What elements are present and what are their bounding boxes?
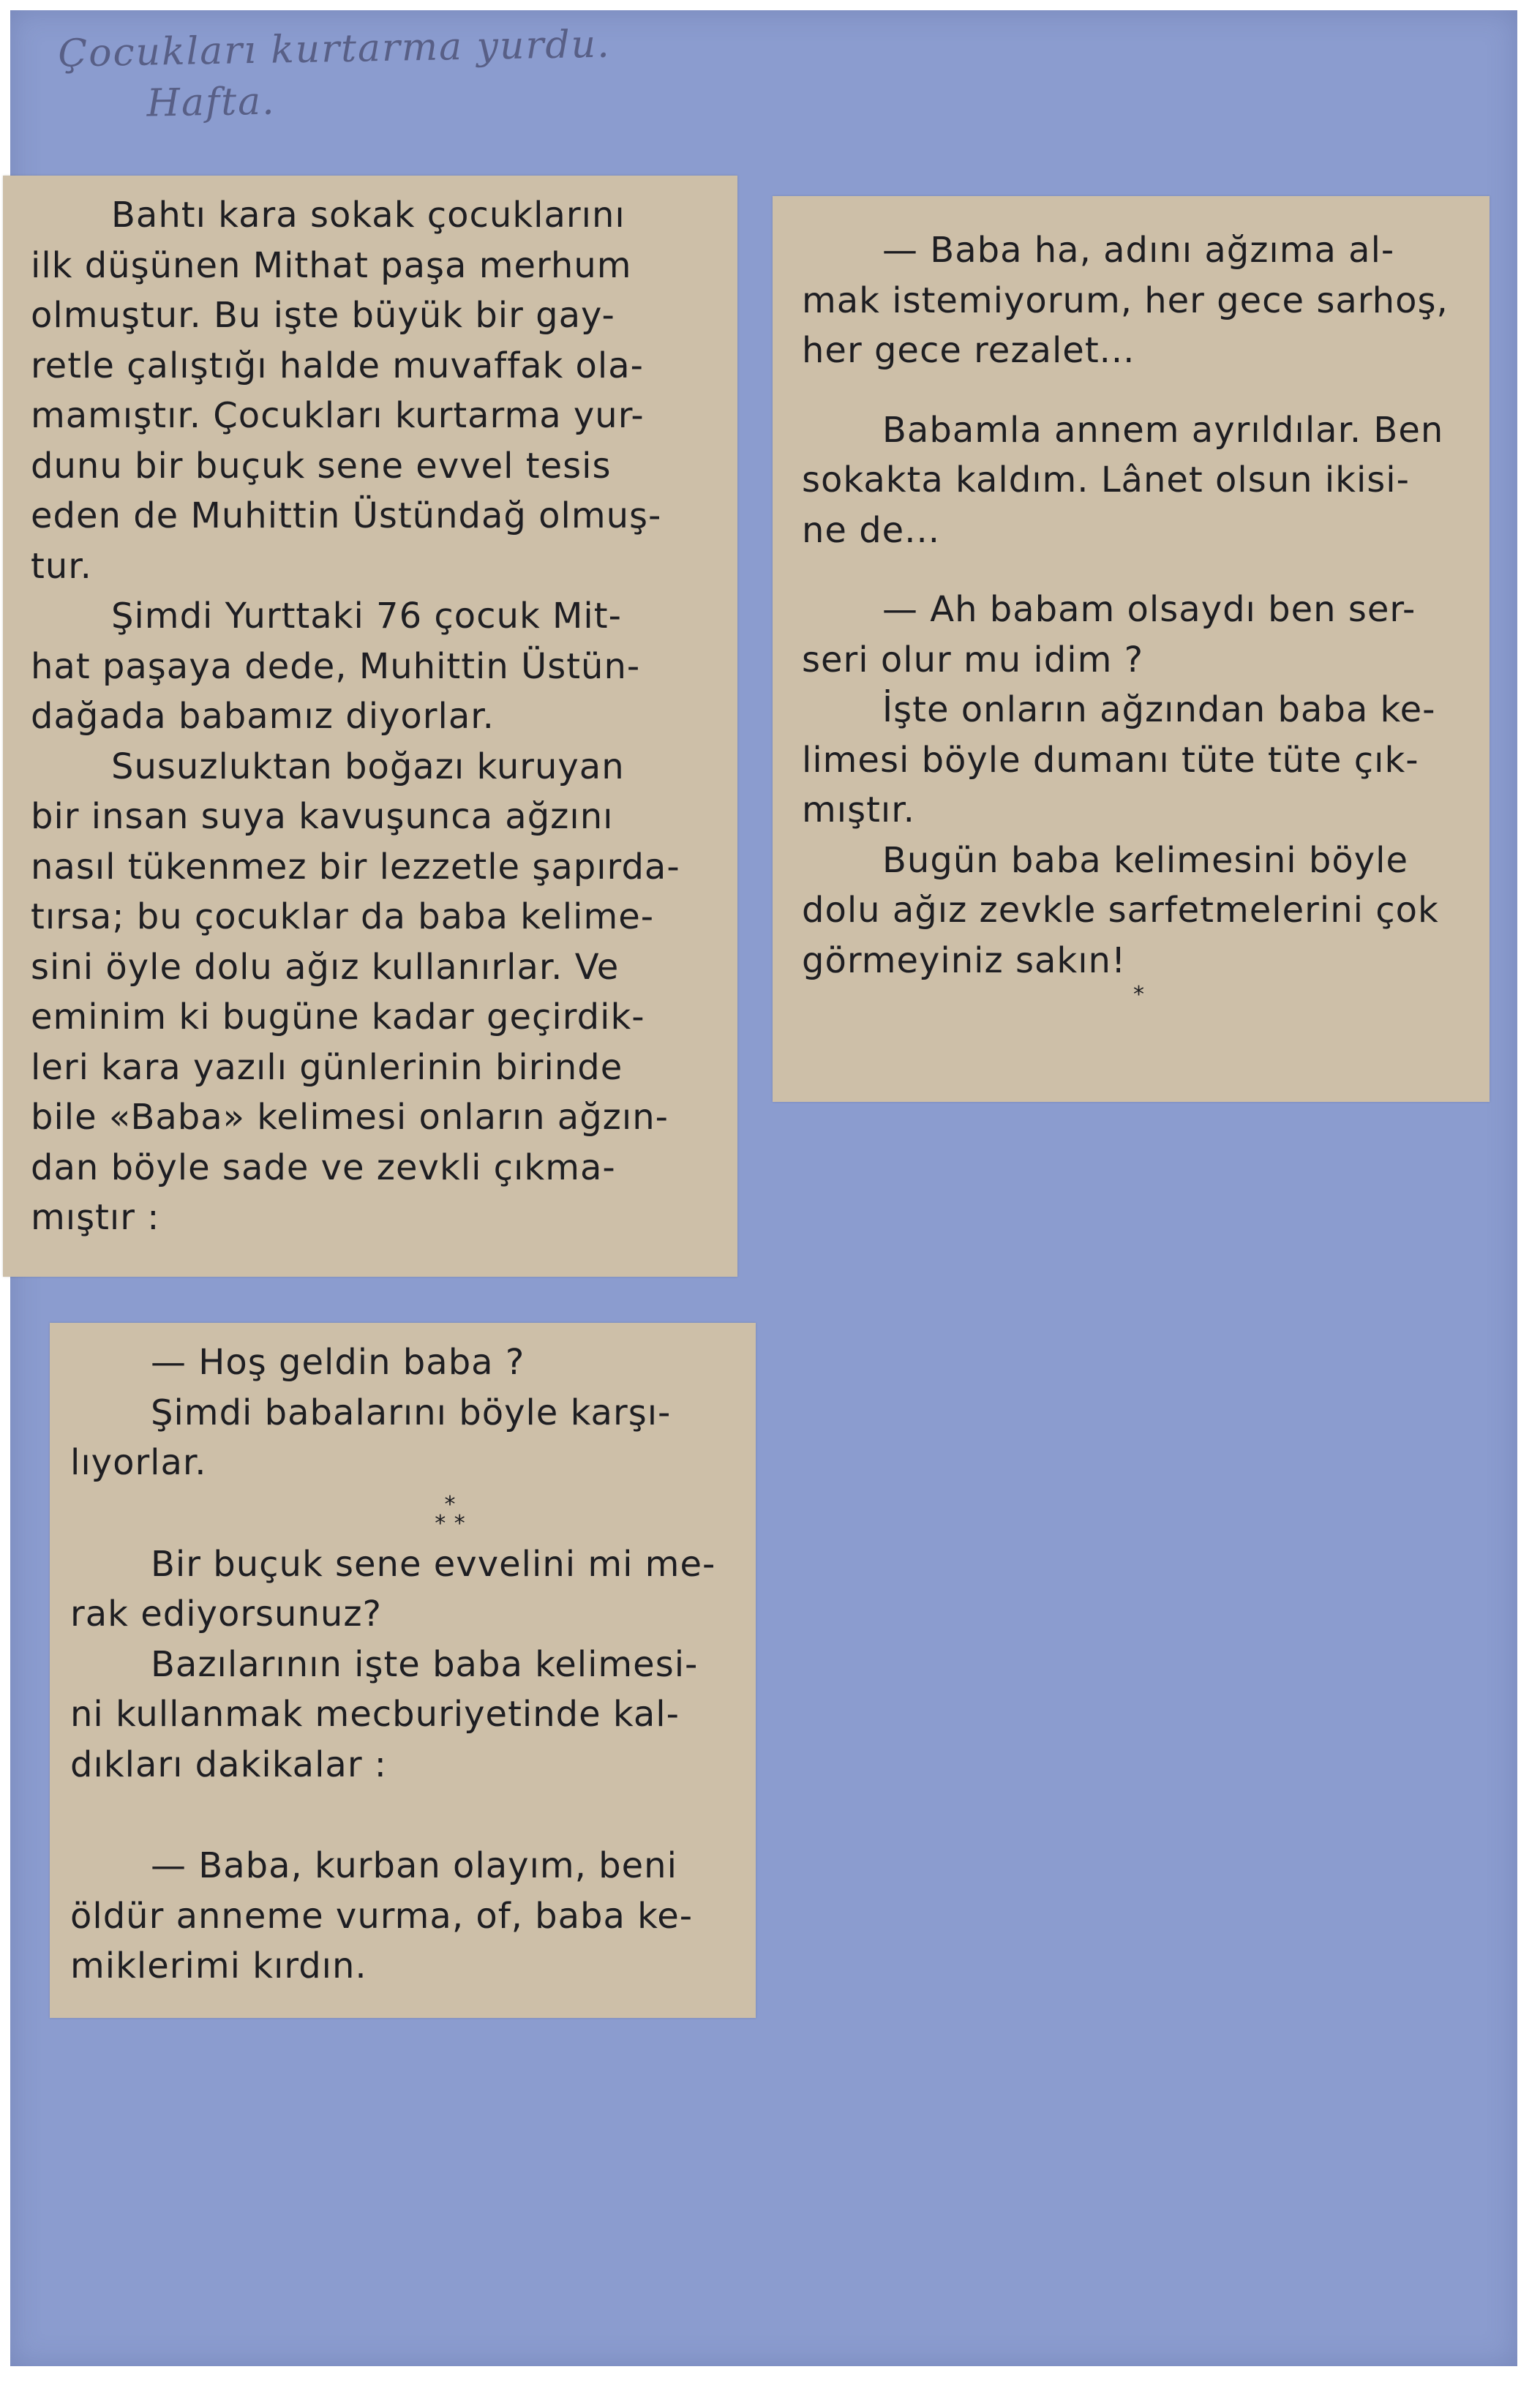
- text-line: Susuzluktan boğazı kuruyan: [111, 746, 625, 787]
- text-line: sokakta kaldım. Lânet olsun ikisi-: [802, 459, 1410, 500]
- text-line: — Baba ha, adını ağzıma al-: [882, 230, 1395, 271]
- paragraph-gap: [802, 555, 1476, 585]
- text-line: hat paşaya dede, Muhittin Üstün-: [31, 645, 641, 687]
- text-line: limesi böyle dumanı tüte tüte çık-: [802, 739, 1419, 781]
- text-line: miklerimi kırdın.: [70, 1945, 367, 1986]
- text-line: leri kara yazılı günlerinin birinde: [31, 1046, 623, 1088]
- paragraph-gap: [802, 376, 1476, 405]
- text-line: sini öyle dolu ağız kullanırlar. Ve: [31, 946, 620, 988]
- text-line: mıştır :: [31, 1197, 160, 1238]
- text-line: ilk düşünen Mithat paşa merhum: [31, 244, 632, 286]
- text-line: dağada babamız diyorlar.: [31, 696, 495, 737]
- text-line: mıştır.: [802, 789, 915, 830]
- text-line: eden de Muhittin Üstündağ olmuş-: [31, 495, 662, 536]
- text-line: — Baba, kurban olayım, beni: [151, 1845, 677, 1886]
- paragraph-gap: [70, 1790, 743, 1841]
- text-line: bile «Baba» kelimesi onların ağzın-: [31, 1097, 669, 1138]
- section-separator: *: [444, 1491, 457, 1517]
- text-line: lıyorlar.: [70, 1442, 207, 1483]
- text-line: eminim ki bugüne kadar geçirdik-: [31, 997, 645, 1037]
- text-line: Bugün baba kelimesini böyle: [882, 839, 1408, 881]
- text-line: nasıl tükenmez bir lezzetle şapırda-: [31, 846, 680, 887]
- text-line: her gece rezalet...: [802, 330, 1135, 371]
- text-line: — Ah babam olsaydı ben ser-: [882, 589, 1416, 630]
- handwritten-note-line-2: Hafta.: [146, 79, 277, 126]
- text-line: — Hoş geldin baba ?: [151, 1342, 525, 1383]
- text-line: tırsa; bu çocuklar da baba kelime-: [31, 896, 655, 937]
- text-line: Şimdi Yurttaki 76 çocuk Mit-: [111, 596, 622, 637]
- newspaper-clipping-right: [773, 196, 1490, 1102]
- text-line: seri olur mu idim ?: [802, 639, 1144, 680]
- text-line: Bir buçuk sene evvelini mi me-: [151, 1543, 716, 1585]
- text-line: ne de...: [802, 509, 940, 551]
- text-line: olmuştur. Bu işte büyük bir gay-: [31, 295, 615, 336]
- text-line: mak istemiyorum, her gece sarhoş,: [802, 279, 1449, 321]
- newspaper-clipping-left: [3, 176, 737, 1277]
- handwritten-note: [58, 15, 791, 138]
- text-line: Bazılarının işte baba kelimesi-: [151, 1643, 699, 1685]
- text-line: dolu ağız zevkle sarfetmelerini çok: [802, 890, 1439, 931]
- text-line: Şimdi babalarını böyle karşı-: [151, 1392, 672, 1433]
- newspaper-clipping-bottom: [50, 1323, 756, 2018]
- text-line: Babamla annem ayrıldılar. Ben: [882, 409, 1444, 451]
- text-line: ni kullanmak mecburiyetinde kal-: [70, 1694, 680, 1735]
- text-line: tur.: [31, 545, 92, 587]
- section-separator: * *: [435, 1510, 466, 1536]
- text-line: Bahtı kara sokak çocuklarını: [111, 195, 626, 236]
- end-mark: *: [1133, 982, 1145, 1007]
- handwritten-note-line-1: Çocukları kurtarma yurdu.: [57, 22, 612, 76]
- text-line: mamıştır. Çocukları kurtarma yur-: [31, 395, 645, 436]
- text-line: dıkları dakikalar :: [70, 1744, 387, 1785]
- text-line: dan böyle sade ve zevkli çıkma-: [31, 1147, 616, 1188]
- text-line: dunu bir buçuk sene evvel tesis: [31, 445, 612, 487]
- text-line: rak ediyorsunuz?: [70, 1594, 382, 1635]
- text-line: bir insan suya kavuşunca ağzını: [31, 796, 614, 837]
- text-line: görmeyiniz sakın!: [802, 939, 1127, 981]
- text-line: öldür anneme vurma, of, baba ke-: [70, 1895, 694, 1937]
- text-line: İşte onların ağzından baba ke-: [882, 689, 1436, 730]
- text-line: retle çalıştığı halde muvaffak ola-: [31, 345, 644, 386]
